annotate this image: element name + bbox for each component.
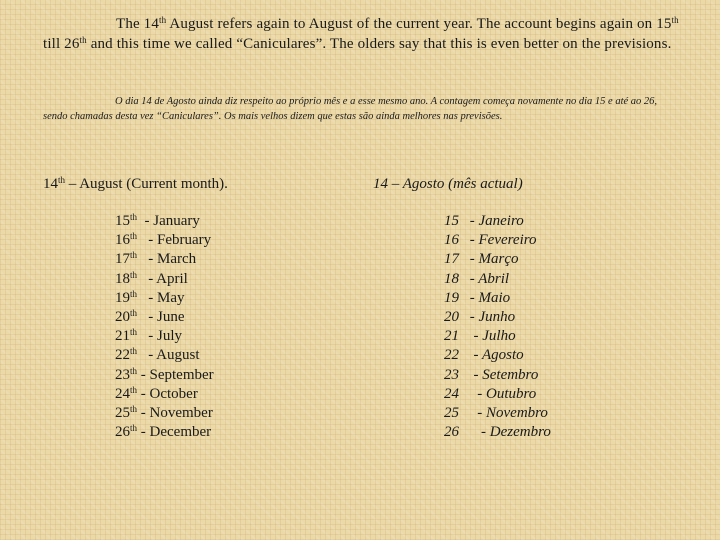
ordinal-suffix: th xyxy=(130,327,138,338)
list-item xyxy=(444,308,551,327)
day-number: 18 xyxy=(444,270,459,287)
ordinal-suffix: th xyxy=(130,288,138,299)
day-number: 20 xyxy=(115,308,130,325)
ordinal-suffix: th xyxy=(671,15,679,25)
intro-english xyxy=(43,15,683,54)
list-item xyxy=(115,250,214,269)
day-number: 20 xyxy=(444,308,459,325)
month-name: - April xyxy=(137,270,188,287)
day-number: 16 xyxy=(115,232,130,249)
month-name: - May xyxy=(137,289,185,306)
intro-en-part: August refers again to August of the current year. The account begins again on 15 xyxy=(166,16,672,32)
day-number: 21 xyxy=(115,328,130,345)
intro-en-part: till 26 xyxy=(43,35,80,52)
heading-en-number: 14 xyxy=(43,176,58,192)
intro-en-part: The 14 xyxy=(116,16,159,32)
ordinal-suffix: th xyxy=(130,307,138,318)
day-number: 23 xyxy=(115,366,130,383)
month-name: - Abril xyxy=(466,270,510,287)
ordinal-suffix: th xyxy=(130,269,138,280)
day-number: 21 xyxy=(444,328,459,345)
list-item xyxy=(444,250,551,269)
list-item xyxy=(444,231,551,250)
ordinal-suffix: th xyxy=(130,384,138,395)
heading-english xyxy=(43,174,228,194)
ordinal-suffix: th xyxy=(130,212,138,222)
day-number: 24 xyxy=(115,385,130,402)
month-name: - Julho xyxy=(466,328,516,345)
month-name: - Março xyxy=(466,251,519,268)
list-item xyxy=(115,231,214,250)
list-item xyxy=(115,308,214,327)
month-name: - Novembro xyxy=(466,404,548,421)
month-name: - September xyxy=(137,366,214,383)
ordinal-suffix: th xyxy=(58,175,66,185)
list-item xyxy=(444,366,551,385)
heading-portuguese: 14 – Agosto (mês actual) xyxy=(373,176,523,192)
month-name: - December xyxy=(137,424,212,441)
heading-en-text: – August (Current month). xyxy=(65,176,228,192)
ordinal-suffix: th xyxy=(130,231,138,242)
list-item xyxy=(115,404,214,423)
month-name: - Junho xyxy=(466,308,516,325)
list-item xyxy=(115,366,214,385)
list-item xyxy=(444,327,551,346)
month-name: - Agosto xyxy=(466,347,524,364)
ordinal-suffix: th xyxy=(158,15,167,25)
day-number: 23 xyxy=(444,366,459,383)
month-name: - Fevereiro xyxy=(466,232,537,249)
month-name: - Dezembro xyxy=(466,424,551,441)
list-item xyxy=(115,212,214,231)
day-number: 17 xyxy=(444,251,459,268)
list-item xyxy=(115,423,214,442)
month-name: - August xyxy=(137,347,200,364)
ordinal-suffix: th xyxy=(79,34,87,45)
ordinal-suffix: th xyxy=(130,250,138,261)
month-name: - Outubro xyxy=(466,385,537,402)
list-item xyxy=(115,327,214,346)
list-item xyxy=(115,270,214,289)
month-name: - February xyxy=(137,232,212,249)
ordinal-suffix: th xyxy=(130,403,138,414)
list-item xyxy=(115,289,214,308)
day-number: 19 xyxy=(444,289,459,306)
day-number: 24 xyxy=(444,385,459,402)
list-item xyxy=(115,385,214,404)
day-number: 15 xyxy=(444,213,459,229)
day-number: 16 xyxy=(444,232,459,249)
intro-portuguese: O dia 14 de Agosto ainda diz respeito ao próprio mês e a esse mesmo ano. A contagem começa novamente no dia 15 e até ao 26, sendo chamadas desta vez “Caniculares”. Os mais velhos dizem que estas são ainda melhores nas previsões. xyxy=(43,96,658,122)
month-name: - November xyxy=(137,404,213,421)
month-name: - Setembro xyxy=(466,366,539,383)
month-name: - March xyxy=(137,251,197,268)
list-item xyxy=(444,346,551,365)
month-name: - Janeiro xyxy=(466,213,524,229)
day-number: 22 xyxy=(115,347,130,364)
list-item xyxy=(444,385,551,404)
day-number: 25 xyxy=(115,404,130,421)
day-number: 26 xyxy=(115,424,130,441)
list-item xyxy=(444,270,551,289)
ordinal-suffix: th xyxy=(130,365,138,376)
ordinal-suffix: th xyxy=(130,423,138,434)
day-number: 19 xyxy=(115,289,130,306)
list-item xyxy=(444,212,551,231)
list-item xyxy=(444,423,551,442)
month-list-english xyxy=(115,212,214,442)
ordinal-suffix: th xyxy=(130,346,138,357)
intro-en-part: and this time we called “Caniculares”. The olders say that this is even better on the previsions. xyxy=(86,35,672,52)
list-item xyxy=(115,346,214,365)
list-item xyxy=(444,404,551,423)
day-number: 22 xyxy=(444,347,459,364)
list-item xyxy=(444,289,551,308)
month-name: - Maio xyxy=(466,289,511,306)
day-number: 18 xyxy=(115,270,130,287)
day-number: 15 xyxy=(115,213,130,229)
day-number: 26 xyxy=(444,424,459,441)
month-name: - October xyxy=(137,385,198,402)
month-name: - July xyxy=(137,328,183,345)
month-name: - January xyxy=(137,213,200,229)
day-number: 25 xyxy=(444,404,459,421)
day-number: 17 xyxy=(115,251,130,268)
month-list-portuguese xyxy=(444,212,551,442)
month-name: - June xyxy=(137,308,185,325)
